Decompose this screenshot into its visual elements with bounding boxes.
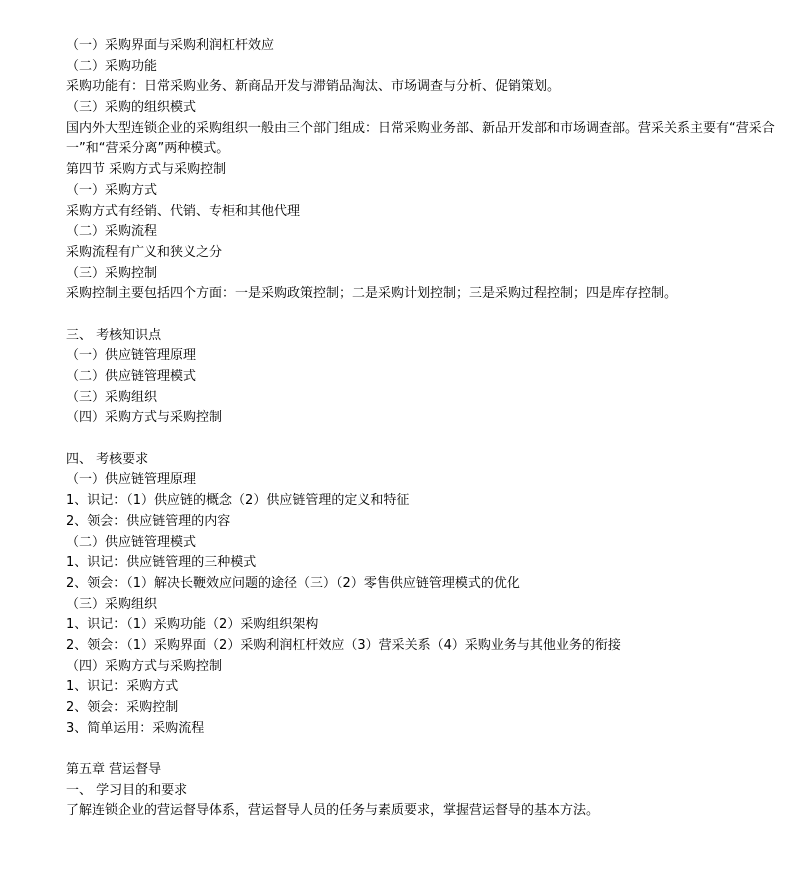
requirement-item: 1、识记：供应链管理的三种模式 [66, 555, 257, 571]
requirement-item: 1、识记：（1）采购功能（2）采购组织架构 [66, 617, 319, 633]
requirement-item: 2、领会：（1）采购界面（2）采购利润杠杆效应（3）营采关系（4）采购业务与其他业务的衔接 [66, 637, 621, 653]
section-heading: 第四节 采购方式与采购控制 [66, 162, 227, 178]
subsection-heading: （三）采购的组织模式 [66, 100, 197, 116]
document-page [66, 36, 786, 822]
subsection-heading: （一）供应链管理原理 [66, 472, 197, 488]
blank-line [66, 305, 786, 326]
section-heading: 四、 考核要求 [66, 451, 149, 467]
requirement-item: 2、领会：供应链管理的内容 [66, 513, 231, 529]
subsection-heading: （三）采购组织 [66, 596, 158, 612]
blank-line [66, 429, 786, 450]
requirement-item: 2、领会：（1）解决长鞭效应问题的途径（三）（2）零售供应链管理模式的优化 [66, 575, 520, 591]
body-text: 采购方式有经销、代销、专柜和其他代理 [66, 203, 301, 219]
subsection-heading: （一）采购方式 [66, 182, 158, 198]
requirement-item: 1、识记：（1）供应链的概念（2）供应链管理的定义和特征 [66, 493, 410, 509]
body-text: 采购功能有：日常采购业务、新商品开发与滞销品淘汰、市场调查与分析、促销策划。 [66, 79, 561, 95]
blank-line [66, 739, 786, 760]
subsection-heading: （一）采购界面与采购利润杠杆效应 [66, 38, 275, 53]
subsection-heading: （二）供应链管理模式 [66, 534, 197, 550]
requirement-item: 2、领会：采购控制 [66, 700, 179, 716]
subsection-heading: （三）采购控制 [66, 265, 158, 281]
subsection-heading: （四）采购方式与采购控制 [66, 658, 223, 674]
list-item: （二）供应链管理模式 [66, 369, 197, 385]
list-item: （三）采购组织 [66, 389, 158, 405]
section-heading: 三、 考核知识点 [66, 327, 162, 343]
section-heading: 一、 学习目的和要求 [66, 782, 188, 798]
body-text: 采购流程有广义和狭义之分 [66, 244, 223, 260]
requirement-item: 1、识记：采购方式 [66, 679, 179, 695]
body-text: 采购控制主要包括四个方面：一是采购政策控制；二是采购计划控制；三是采购过程控制；四是库存控制。 [66, 286, 678, 302]
list-item: （四）采购方式与采购控制 [66, 410, 223, 426]
body-paragraph: 国内外大型连锁企业的采购组织一般由三个部门组成：日常采购业务部、新品开发部和市场调查部。营采关系主要有“营采合一”和“营采分离”两种模式。 [66, 120, 775, 157]
subsection-heading: （二）采购功能 [66, 58, 158, 74]
chapter-heading: 第五章 营运督导 [66, 762, 162, 778]
subsection-heading: （二）采购流程 [66, 224, 158, 240]
requirement-item: 3、简单运用：采购流程 [66, 720, 205, 736]
body-text: 了解连锁企业的营运督导体系，营运督导人员的任务与素质要求，掌握营运督导的基本方法。 [66, 803, 600, 819]
list-item: （一）供应链管理原理 [66, 348, 197, 364]
